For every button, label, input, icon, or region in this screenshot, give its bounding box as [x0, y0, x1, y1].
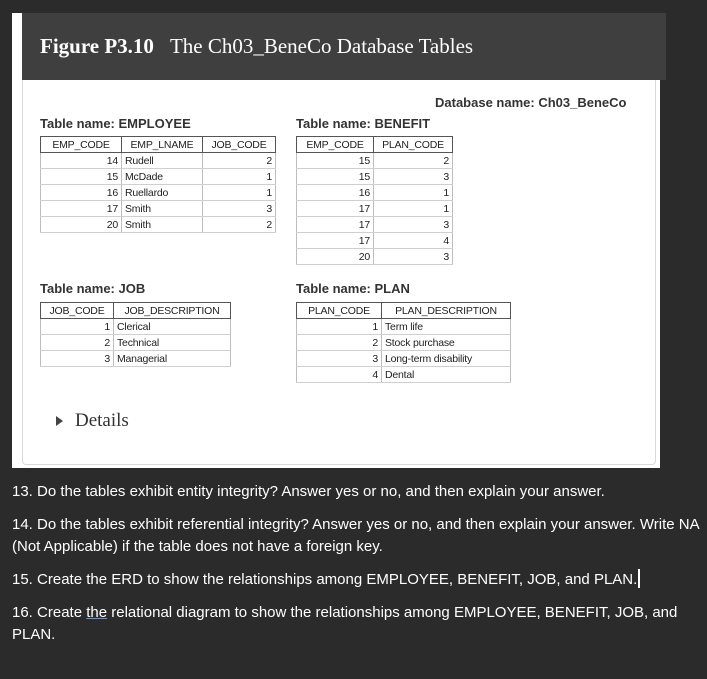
table-cell: 2 [41, 335, 114, 351]
table-row [297, 169, 453, 185]
table-cell: Stock purchase [382, 335, 511, 351]
table-cell: Ruellardo [122, 185, 203, 201]
table-row [41, 169, 276, 185]
table-cell: 1 [374, 201, 453, 217]
table-cell: 4 [297, 367, 382, 383]
table-cell: Smith [122, 217, 203, 233]
table-cell: 20 [41, 217, 122, 233]
table-cell: Term life [382, 319, 511, 335]
column-header: PLAN_CODE [374, 137, 453, 153]
underlined-word: the [86, 604, 108, 621]
table-cell: 16 [297, 185, 374, 201]
table-cell: 3 [203, 201, 276, 217]
benefit-table-name: Table name: BENEFIT [296, 116, 431, 131]
table-cell: 2 [203, 153, 276, 169]
table-row [297, 319, 511, 335]
table-cell: 17 [297, 233, 374, 249]
employee-table-name: Table name: EMPLOYEE [40, 116, 191, 131]
details-label: Details [75, 410, 129, 431]
figure-title: The Ch03_BeneCo Database Tables [169, 34, 474, 58]
questions [12, 481, 702, 657]
table-cell: Rudell [122, 153, 203, 169]
table-cell: 2 [203, 217, 276, 233]
table-cell: 3 [41, 351, 114, 367]
employee-table [40, 136, 276, 233]
column-header: JOB_CODE [41, 303, 114, 319]
table-row [297, 233, 453, 249]
question-14: 14. Do the tables exhibit referential integrity? Answer yes or no, and then explain your answer. Write NA (Not Applicable) if the table does not have a foreign key. [12, 516, 699, 555]
text-cursor [638, 569, 640, 588]
table-cell: Dental [382, 367, 511, 383]
table-header-row [297, 137, 453, 153]
table-row [41, 319, 231, 335]
column-header: EMP_CODE [297, 137, 374, 153]
table-cell: 17 [41, 201, 122, 217]
table-cell: 15 [297, 169, 374, 185]
table-cell: Technical [114, 335, 231, 351]
table-cell: 14 [41, 153, 122, 169]
table-cell: 1 [374, 185, 453, 201]
table-header-row [41, 137, 276, 153]
table-cell: 2 [374, 153, 453, 169]
table-cell: 2 [297, 335, 382, 351]
table-row [297, 351, 511, 367]
table-cell: 16 [41, 185, 122, 201]
column-header: PLAN_CODE [297, 303, 382, 319]
job-table-name: Table name: JOB [40, 281, 146, 296]
question-16-start: 16. Create [12, 604, 87, 621]
table-cell: Smith [122, 201, 203, 217]
table-cell: 20 [297, 249, 374, 265]
table-row [297, 335, 511, 351]
table-header-row [41, 303, 231, 319]
table-row [41, 351, 231, 367]
table-cell: 15 [297, 153, 374, 169]
table-cell: 3 [297, 351, 382, 367]
table-cell: 3 [374, 217, 453, 233]
table-cell: 3 [374, 249, 453, 265]
question-15-text: 15. Create the ERD to show the relationships among EMPLOYEE, BENEFIT, JOB, and PLAN. [12, 571, 638, 588]
database-name: Database name: Ch03_BeneCo [435, 95, 627, 110]
table-cell: 15 [41, 169, 122, 185]
table-row [297, 153, 453, 169]
table-cell: Long-term disability [382, 351, 511, 367]
table-header-row [297, 303, 511, 319]
figure-label: Figure P3.10 [40, 34, 154, 58]
table-row [41, 217, 276, 233]
table-row [41, 201, 276, 217]
job-table [40, 302, 231, 367]
table-row [41, 335, 231, 351]
figure-header [22, 13, 666, 80]
benefit-table [296, 136, 453, 265]
table-cell: 17 [297, 201, 374, 217]
question-16-end: relational diagram to show the relationships among EMPLOYEE, BENEFIT, JOB, and PLAN. [12, 604, 678, 643]
table-row [41, 153, 276, 169]
table-cell: Managerial [114, 351, 231, 367]
table-row [297, 201, 453, 217]
table-cell: 17 [297, 217, 374, 233]
column-header: EMP_LNAME [122, 137, 203, 153]
table-cell: 1 [203, 169, 276, 185]
table-cell: 4 [374, 233, 453, 249]
column-header: EMP_CODE [41, 137, 122, 153]
table-row [297, 185, 453, 201]
table-row [297, 367, 511, 383]
question-16 [12, 602, 702, 646]
table-cell: 1 [203, 185, 276, 201]
table-row [41, 185, 276, 201]
caret-right-icon [56, 416, 63, 426]
column-header: JOB_CODE [203, 137, 276, 153]
table-cell: McDade [122, 169, 203, 185]
question-15[interactable] [12, 569, 702, 591]
column-header: PLAN_DESCRIPTION [382, 303, 511, 319]
table-cell: 3 [374, 169, 453, 185]
question-13: 13. Do the tables exhibit entity integrity? Answer yes or no, and then explain your answer. [12, 483, 605, 500]
table-cell: 1 [297, 319, 382, 335]
figure-card [12, 13, 660, 468]
details-toggle[interactable] [56, 410, 129, 432]
table-cell: Clerical [114, 319, 231, 335]
plan-table [296, 302, 511, 383]
table-row [297, 217, 453, 233]
table-cell: 1 [41, 319, 114, 335]
column-header: JOB_DESCRIPTION [114, 303, 231, 319]
table-row [297, 249, 453, 265]
plan-table-name: Table name: PLAN [296, 281, 410, 296]
